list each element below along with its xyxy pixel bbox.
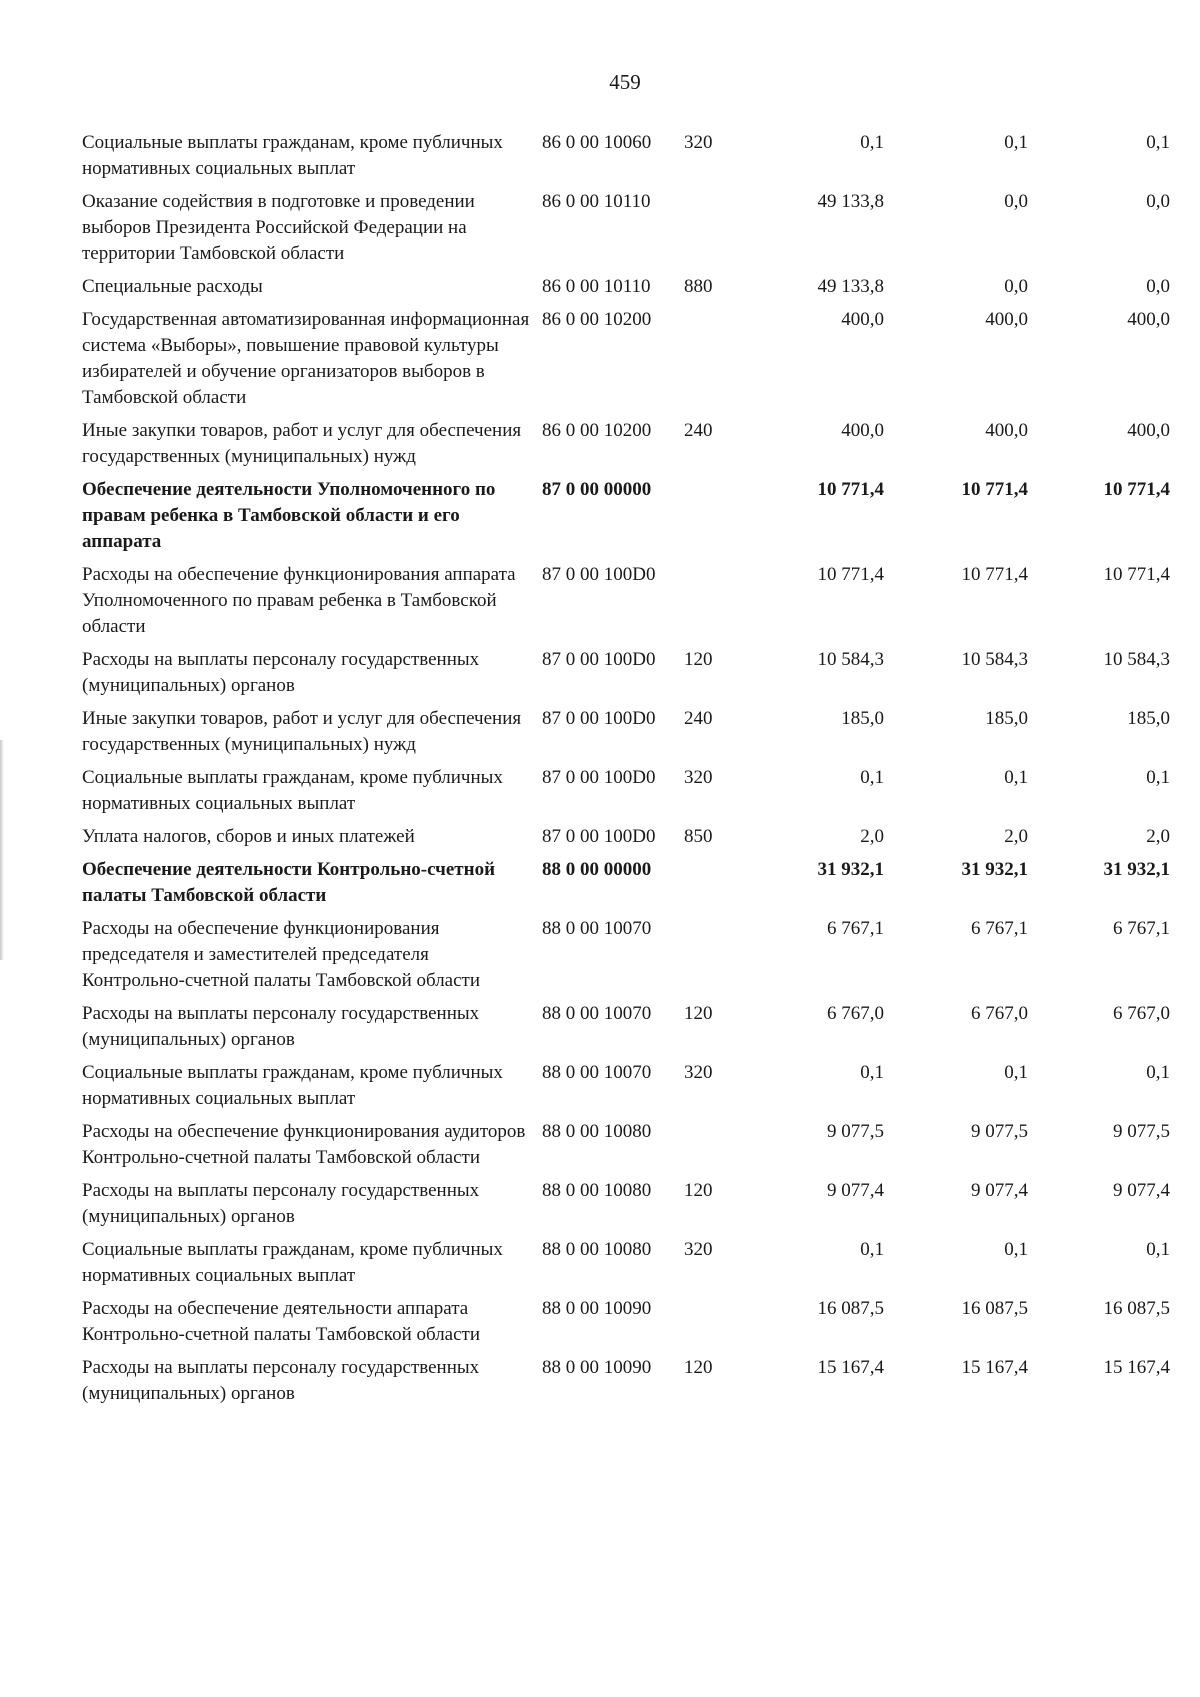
row-value-3: 10 584,3 — [1103, 649, 1170, 670]
row-value-1: 0,1 — [860, 767, 884, 788]
row-name: Расходы на выплаты персоналу государственных (муниципальных) органов — [82, 649, 480, 696]
row-csr-code: 87 0 00 100D0 — [542, 649, 656, 670]
row-value-3: 0,0 — [1146, 276, 1170, 297]
table-row — [82, 706, 1170, 758]
table-row — [82, 130, 1170, 182]
row-name: Социальные выплаты гражданам, кроме публичных нормативных социальных выплат — [82, 1239, 503, 1286]
row-value-1: 31 932,1 — [817, 859, 884, 880]
row-value-1: 9 077,4 — [827, 1180, 884, 1201]
table-row — [82, 1237, 1170, 1289]
row-name: Расходы на обеспечение функционирования председателя и заместителей председателя Контрольно-счетной палаты Тамбовской области — [82, 918, 481, 991]
row-vr-code: 240 — [684, 708, 713, 729]
table-row — [82, 765, 1170, 817]
row-vr-code: 120 — [684, 1357, 713, 1378]
row-csr-code: 88 0 00 10070 — [542, 1062, 652, 1083]
row-value-1: 2,0 — [860, 826, 884, 847]
row-csr-code: 88 0 00 10090 — [542, 1298, 652, 1319]
row-value-2: 400,0 — [985, 309, 1028, 330]
table-row — [82, 274, 1170, 300]
row-value-1: 400,0 — [841, 309, 884, 330]
row-value-3: 16 087,5 — [1103, 1298, 1170, 1319]
row-value-1: 0,1 — [860, 1062, 884, 1083]
row-value-3: 2,0 — [1146, 826, 1170, 847]
row-value-3: 15 167,4 — [1103, 1357, 1170, 1378]
row-value-1: 10 771,4 — [817, 564, 884, 585]
table-row — [82, 562, 1170, 640]
row-name: Иные закупки товаров, работ и услуг для обеспечения государственных (муниципальных) нужд — [82, 420, 522, 467]
row-value-2: 9 077,5 — [971, 1121, 1028, 1142]
row-value-2: 6 767,0 — [971, 1003, 1028, 1024]
row-csr-code: 86 0 00 10110 — [542, 191, 651, 212]
row-name: Социальные выплаты гражданам, кроме публичных нормативных социальных выплат — [82, 1062, 503, 1109]
row-vr-code: 320 — [684, 767, 713, 788]
row-csr-code: 87 0 00 00000 — [542, 479, 652, 500]
row-name: Обеспечение деятельности Уполномоченного по правам ребенка в Тамбовской области и его аппарата — [82, 479, 496, 552]
table-row — [82, 916, 1170, 994]
row-name: Расходы на обеспечение функционирования аппарата Уполномоченного по правам ребенка в Тамбовской области — [82, 564, 516, 637]
page-number: 459 — [609, 70, 641, 94]
row-value-1: 10 771,4 — [817, 479, 884, 500]
row-value-1: 49 133,8 — [817, 191, 884, 212]
table-row — [82, 647, 1170, 699]
row-value-1: 0,1 — [860, 1239, 884, 1260]
row-csr-code: 88 0 00 10070 — [542, 918, 652, 939]
row-value-2: 10 771,4 — [961, 564, 1028, 585]
row-value-1: 400,0 — [841, 420, 884, 441]
row-value-2: 10 584,3 — [961, 649, 1028, 670]
row-name: Оказание содействия в подготовке и проведении выборов Президента Российской Федерации на территории Тамбовской области — [82, 191, 475, 264]
row-value-3: 400,0 — [1127, 309, 1170, 330]
row-value-1: 15 167,4 — [817, 1357, 884, 1378]
row-csr-code: 87 0 00 100D0 — [542, 767, 656, 788]
table-row — [82, 418, 1170, 470]
row-value-1: 6 767,1 — [827, 918, 884, 939]
row-value-2: 9 077,4 — [971, 1180, 1028, 1201]
row-csr-code: 88 0 00 10090 — [542, 1357, 652, 1378]
row-value-2: 2,0 — [1004, 826, 1028, 847]
row-value-2: 0,0 — [1004, 191, 1028, 212]
row-name: Расходы на обеспечение деятельности аппарата Контрольно-счетной палаты Тамбовской области — [82, 1298, 481, 1345]
row-value-2: 31 932,1 — [961, 859, 1028, 880]
row-name: Государственная автоматизированная информационная система «Выборы», повышение правовой культуры избирателей и обучение организаторов выборов в Тамбовской области — [82, 309, 530, 408]
row-value-3: 10 771,4 — [1103, 564, 1170, 585]
row-value-3: 0,0 — [1146, 191, 1170, 212]
row-name: Расходы на обеспечение функционирования аудиторов Контрольно-счетной палаты Тамбовской области — [82, 1121, 526, 1168]
table-section-row — [82, 857, 1170, 909]
budget-table — [82, 130, 1170, 1414]
row-vr-code: 120 — [684, 1003, 713, 1024]
row-name: Социальные выплаты гражданам, кроме публичных нормативных социальных выплат — [82, 132, 503, 179]
row-value-2: 15 167,4 — [961, 1357, 1028, 1378]
row-vr-code: 320 — [684, 1062, 713, 1083]
row-value-1: 9 077,5 — [827, 1121, 884, 1142]
row-value-1: 6 767,0 — [827, 1003, 884, 1024]
row-value-2: 10 771,4 — [961, 479, 1028, 500]
row-csr-code: 86 0 00 10200 — [542, 420, 652, 441]
row-value-1: 185,0 — [841, 708, 884, 729]
row-value-2: 0,1 — [1004, 1062, 1028, 1083]
row-csr-code: 88 0 00 10080 — [542, 1121, 652, 1142]
row-value-3: 10 771,4 — [1103, 479, 1170, 500]
row-value-2: 400,0 — [985, 420, 1028, 441]
row-name: Расходы на выплаты персоналу государственных (муниципальных) органов — [82, 1180, 480, 1227]
row-csr-code: 88 0 00 10080 — [542, 1180, 652, 1201]
table-row — [82, 1355, 1170, 1407]
row-name: Расходы на выплаты персоналу государственных (муниципальных) органов — [82, 1003, 480, 1050]
table-row — [82, 1296, 1170, 1348]
row-value-1: 49 133,8 — [817, 276, 884, 297]
row-value-2: 0,1 — [1004, 767, 1028, 788]
row-value-2: 6 767,1 — [971, 918, 1028, 939]
row-value-3: 0,1 — [1146, 1239, 1170, 1260]
table-row — [82, 307, 1170, 411]
row-name: Специальные расходы — [82, 276, 263, 297]
row-csr-code: 88 0 00 00000 — [542, 859, 652, 880]
row-value-3: 9 077,4 — [1113, 1180, 1170, 1201]
table-row — [82, 1178, 1170, 1230]
table-row — [82, 824, 1170, 850]
row-csr-code: 88 0 00 10070 — [542, 1003, 652, 1024]
table-row — [82, 189, 1170, 267]
row-value-1: 0,1 — [860, 132, 884, 153]
row-vr-code: 320 — [684, 132, 713, 153]
row-csr-code: 87 0 00 100D0 — [542, 826, 656, 847]
row-value-3: 0,1 — [1146, 132, 1170, 153]
row-name: Уплата налогов, сборов и иных платежей — [82, 826, 415, 847]
row-value-1: 10 584,3 — [817, 649, 884, 670]
row-value-3: 9 077,5 — [1113, 1121, 1170, 1142]
row-value-3: 185,0 — [1127, 708, 1170, 729]
row-csr-code: 86 0 00 10060 — [542, 132, 652, 153]
scan-edge-shadow — [0, 740, 4, 960]
row-name: Обеспечение деятельности Контрольно-счетной палаты Тамбовской области — [82, 859, 496, 906]
row-value-1: 16 087,5 — [817, 1298, 884, 1319]
row-value-3: 6 767,0 — [1113, 1003, 1170, 1024]
row-value-3: 6 767,1 — [1113, 918, 1170, 939]
row-value-3: 0,1 — [1146, 1062, 1170, 1083]
row-name: Иные закупки товаров, работ и услуг для обеспечения государственных (муниципальных) нужд — [82, 708, 522, 755]
row-csr-code: 86 0 00 10200 — [542, 309, 652, 330]
row-csr-code: 86 0 00 10110 — [542, 276, 651, 297]
row-value-2: 185,0 — [985, 708, 1028, 729]
row-vr-code: 880 — [684, 276, 713, 297]
row-value-2: 16 087,5 — [961, 1298, 1028, 1319]
row-vr-code: 850 — [684, 826, 713, 847]
row-name: Социальные выплаты гражданам, кроме публичных нормативных социальных выплат — [82, 767, 503, 814]
row-csr-code: 87 0 00 100D0 — [542, 564, 656, 585]
row-value-3: 0,1 — [1146, 767, 1170, 788]
row-vr-code: 320 — [684, 1239, 713, 1260]
row-value-3: 31 932,1 — [1103, 859, 1170, 880]
table-row — [82, 1001, 1170, 1053]
row-vr-code: 240 — [684, 420, 713, 441]
row-value-2: 0,1 — [1004, 1239, 1028, 1260]
row-value-2: 0,1 — [1004, 132, 1028, 153]
table-section-row — [82, 477, 1170, 555]
table-row — [82, 1119, 1170, 1171]
row-csr-code: 88 0 00 10080 — [542, 1239, 652, 1260]
row-value-2: 0,0 — [1004, 276, 1028, 297]
row-csr-code: 87 0 00 100D0 — [542, 708, 656, 729]
row-vr-code: 120 — [684, 1180, 713, 1201]
row-name: Расходы на выплаты персоналу государственных (муниципальных) органов — [82, 1357, 480, 1404]
row-vr-code: 120 — [684, 649, 713, 670]
table-row — [82, 1060, 1170, 1112]
row-value-3: 400,0 — [1127, 420, 1170, 441]
